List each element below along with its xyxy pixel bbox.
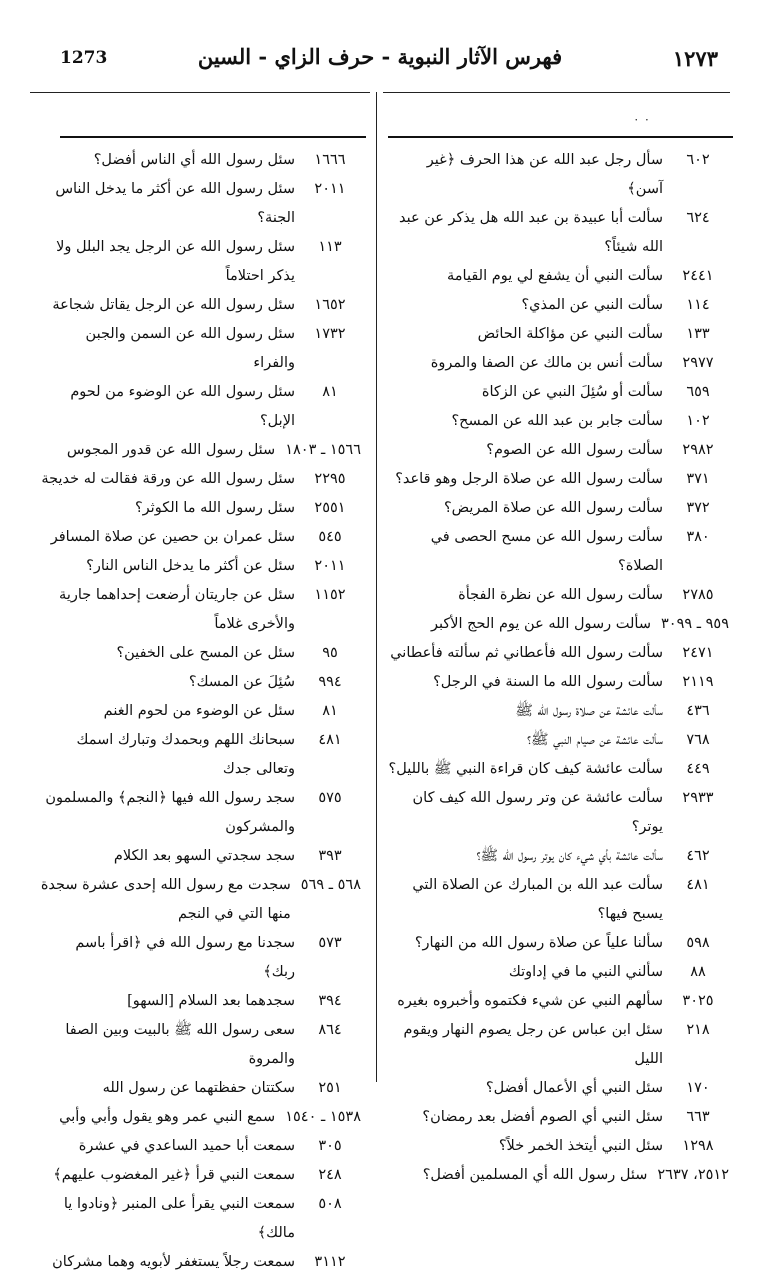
entry-number: ٢٩٣٣ xyxy=(682,790,714,806)
entry-number: ٣٠٢٥ xyxy=(682,993,714,1009)
index-entry xyxy=(388,465,733,494)
entry-text: سئل رسول الله عن ورقة فقالت له خديجة xyxy=(41,471,295,487)
entry-number: ٣١١٢ xyxy=(314,1254,346,1270)
index-entry xyxy=(388,726,733,755)
entry-text: سئل النبي أيتخذ الخمر خلاً؟ xyxy=(498,1138,663,1154)
index-entry xyxy=(388,842,733,871)
entry-text: سئل رسول الله عن الرجل يجد البلل ولا يذكر احتلاماً xyxy=(56,239,295,284)
index-entry xyxy=(40,146,365,175)
entry-number: ١١٣ xyxy=(318,239,342,255)
entry-text: سئل رسول الله أي المسلمين أفضل؟ xyxy=(422,1167,648,1183)
index-entry xyxy=(40,1161,365,1190)
entry-text: سألت رسول الله ما السنة في الرجل؟ xyxy=(433,674,663,690)
index-entry xyxy=(388,755,733,784)
entry-number: ٣٩٣ xyxy=(318,848,342,864)
index-entry xyxy=(40,320,365,378)
entry-text: سمع النبي عمر وهو يقول وأبي وأبي xyxy=(59,1109,276,1125)
entry-text: سكتتان حفظتهما عن رسول الله xyxy=(102,1080,295,1096)
entry-text: سبحانك اللهم وبحمدك وتبارك اسمك وتعالى جدك xyxy=(76,732,295,777)
entry-text: سمعت رجلاً يستغفر لأبويه وهما مشركان xyxy=(52,1254,295,1270)
entry-text: سئل رسول الله عن الوضوء من لحوم الإبل؟ xyxy=(70,384,295,429)
entry-number: ٨١ xyxy=(322,384,338,400)
entry-text: سئل رسول الله عن السمن والجبن والفراء xyxy=(85,326,295,371)
entry-number: ١١٥٢ xyxy=(314,587,346,603)
index-entry xyxy=(388,204,733,262)
column-rule-right xyxy=(388,136,733,138)
index-entry xyxy=(40,1016,365,1074)
entry-text: سئل النبي أي الصوم أفضل بعد رمضان؟ xyxy=(422,1109,663,1125)
index-entry xyxy=(388,291,733,320)
entry-text: سئل رسول الله ما الكوثر؟ xyxy=(134,500,295,516)
index-entry xyxy=(388,639,733,668)
index-entry xyxy=(388,262,733,291)
index-entry xyxy=(388,697,733,726)
index-entry xyxy=(388,987,733,1016)
entry-text: سئل عن الوضوء من لحوم الغنم xyxy=(103,703,295,719)
entry-number: ٢١٨ xyxy=(686,1022,710,1038)
entry-text: سئل رسول الله عن الرجل يقاتل شجاعة xyxy=(52,297,295,313)
index-entry xyxy=(40,378,365,436)
entry-text: سألت عائشة عن صيام النبي ﷺ؟ xyxy=(527,732,663,748)
index-entry xyxy=(388,1103,733,1132)
entry-number: ١٠٢ xyxy=(686,413,710,429)
index-entry xyxy=(388,958,733,987)
header-rule-right xyxy=(383,92,730,93)
entry-text: سألت أو سُئِلَ النبي عن الزكاة xyxy=(481,384,663,400)
entry-text: سمعت النبي يقرأ على المنبر ﴿ونادوا يا مالك﴾ xyxy=(63,1196,295,1241)
entry-number: ٢٥١٢، ٢٦٣٧ xyxy=(657,1167,729,1183)
entry-text: سئل عمران بن حصين عن صلاة المسافر xyxy=(50,529,295,545)
index-entry xyxy=(40,523,365,552)
entry-text: سألت النبي عن المذي؟ xyxy=(521,297,663,313)
page-title: فهرس الآثار النبوية - حرف الزاي - السين xyxy=(197,44,563,69)
entry-number: ٥٧٣ xyxy=(318,935,342,951)
index-entry xyxy=(40,552,365,581)
index-entry xyxy=(40,175,365,233)
index-entry xyxy=(388,929,733,958)
entry-text: سألت النبي أن يشفع لي يوم القيامة xyxy=(447,268,663,284)
index-entry xyxy=(40,842,365,871)
entry-number: ٩٥٩ ـ ٣٠٩٩ xyxy=(661,616,729,632)
column-tick-mark: ˙ ˙ xyxy=(633,118,651,133)
index-entry xyxy=(40,697,365,726)
header-rule-left xyxy=(30,92,370,93)
index-entry xyxy=(388,668,733,697)
entry-number: ٢٢٩٥ xyxy=(314,471,346,487)
entry-text: سألت رسول الله عن صلاة المريض؟ xyxy=(443,500,663,516)
entry-text: سئل رسول الله عن أكثر ما يدخل الناس الجنة؟ xyxy=(55,181,295,226)
entry-number: ١٦٦٦ xyxy=(314,152,346,168)
index-entry xyxy=(40,291,365,320)
entry-number: ١٣٣ xyxy=(686,326,710,342)
entry-text: سألت عائشة عن وتر رسول الله كيف كان يوتر؟ xyxy=(412,790,663,835)
entry-number: ٣٠٥ xyxy=(318,1138,342,1154)
entry-text: سمعت أبا حميد الساعدي في عشرة xyxy=(78,1138,295,1154)
entry-text: سجد سجدتي السهو بعد الكلام xyxy=(113,848,295,864)
entry-number: ١٥٣٨ ـ ١٥٤٠ xyxy=(285,1109,361,1125)
entry-number: ٤٣٦ xyxy=(686,703,710,719)
entry-number: ٢٧٨٥ xyxy=(682,587,714,603)
index-entry xyxy=(40,1190,365,1248)
entry-text: سئل ابن عباس عن رجل يصوم النهار ويقوم الليل xyxy=(403,1022,663,1067)
index-entry xyxy=(40,233,365,291)
index-entry xyxy=(40,1074,365,1103)
entry-text: سألت رسول الله عن الصوم؟ xyxy=(486,442,663,458)
column-divider xyxy=(376,92,377,1082)
index-entry xyxy=(388,871,733,929)
index-entry xyxy=(388,1132,733,1161)
entry-number: ٤٤٩ xyxy=(686,761,710,777)
index-entry xyxy=(388,1074,733,1103)
index-entry xyxy=(40,1103,365,1132)
entry-number: ٢٠١١ xyxy=(314,558,346,574)
entry-number: ١٥٦٦ ـ ١٨٠٣ xyxy=(285,442,361,458)
entry-number: ٦٥٩ xyxy=(686,384,710,400)
index-entry xyxy=(388,320,733,349)
index-entry xyxy=(388,349,733,378)
index-entry xyxy=(40,465,365,494)
entry-text: سمعت النبي قرأ ﴿غير المغضوب عليهم﴾ xyxy=(53,1167,295,1183)
index-entry xyxy=(40,1248,365,1277)
entry-number: ٧٦٨ xyxy=(686,732,710,748)
index-entry xyxy=(40,668,365,697)
entry-number: ٥٩٨ xyxy=(686,935,710,951)
entry-number: ٢١١٩ xyxy=(682,674,714,690)
index-entry xyxy=(40,494,365,523)
index-entry xyxy=(388,436,733,465)
index-entry xyxy=(388,784,733,842)
entry-text: سألت رسول الله عن صلاة الرجل وهو قاعد؟ xyxy=(395,471,663,487)
entry-number: ٣٧٢ xyxy=(686,500,710,516)
entry-number: ١٢٩٨ xyxy=(682,1138,714,1154)
entry-text: سألت رسول الله عن يوم الحج الأكبر xyxy=(430,616,651,632)
entry-text: سألت رسول الله عن مسح الحصى في الصلاة؟ xyxy=(430,529,663,574)
index-entry xyxy=(388,610,733,639)
entry-text: سئل رسول الله أي الناس أفضل؟ xyxy=(93,152,295,168)
entry-text: سجدت مع رسول الله إحدى عشرة سجدة منها التي في النجم xyxy=(40,877,291,922)
entry-number: ٣٨٠ xyxy=(686,529,710,545)
index-entry xyxy=(388,146,733,204)
entry-text: سألت عائشة عن صلاة رسول الله ﷺ xyxy=(515,703,663,719)
entry-number: ٢٩٨٢ xyxy=(682,442,714,458)
page-number-arabic: ١٢٧٣ xyxy=(672,46,718,71)
index-entry xyxy=(388,407,733,436)
entry-text: سُئِلَ عن المسك؟ xyxy=(188,674,295,690)
entry-number: ٥٤٥ xyxy=(318,529,342,545)
index-entry xyxy=(40,1132,365,1161)
index-entry xyxy=(388,523,733,581)
entry-number: ٩٥ xyxy=(322,645,338,661)
entry-number: ٢٤٨ xyxy=(318,1167,342,1183)
entry-text: سئل رسول الله عن قدور المجوس xyxy=(66,442,276,458)
entry-number: ٣٩٤ xyxy=(318,993,342,1009)
entry-text: سئل النبي أي الأعمال أفضل؟ xyxy=(485,1080,663,1096)
entry-number: ١١٤ xyxy=(686,297,710,313)
entry-number: ٢٤٧١ xyxy=(682,645,714,661)
entry-number: ٦٦٣ xyxy=(686,1109,710,1125)
entry-text: سألت عبد الله بن المبارك عن الصلاة التي يسبح فيها؟ xyxy=(412,877,663,922)
entry-text: سألت أنس بن مالك عن الصفا والمروة xyxy=(430,355,663,371)
entry-number: ١٦٥٢ xyxy=(314,297,346,313)
index-entry xyxy=(40,987,365,1016)
entry-number: ١٧٣٢ xyxy=(314,326,346,342)
left-column-index xyxy=(40,146,365,1277)
entry-text: سألنا علياً عن صلاة رسول الله من النهار؟ xyxy=(414,935,663,951)
index-entry xyxy=(40,929,365,987)
entry-number: ٦٠٢ xyxy=(686,152,710,168)
entry-text: سئل عن المسح على الخفين؟ xyxy=(116,645,295,661)
index-entry xyxy=(40,871,365,929)
index-entry xyxy=(388,494,733,523)
entry-number: ٦٢٤ xyxy=(686,210,710,226)
entry-number: ٥٠٨ xyxy=(318,1196,342,1212)
entry-number: ٤٨١ xyxy=(686,877,710,893)
entry-number: ٤٦٢ xyxy=(686,848,710,864)
entry-number: ٢٤٤١ xyxy=(682,268,714,284)
right-column-index xyxy=(388,146,733,1190)
entry-text: سجد رسول الله فيها ﴿النجم﴾ والمسلمون والمشركون xyxy=(45,790,295,835)
index-entry xyxy=(388,378,733,407)
entry-text: سئل عن جاريتان أرضعت إحداهما جارية والأخرى غلاماً xyxy=(59,587,295,632)
entry-number: ٥٦٨ ـ ٥٦٩ xyxy=(300,877,361,893)
entry-number: ١٧٠ xyxy=(686,1080,710,1096)
entry-number: ٩٩٤ xyxy=(318,674,342,690)
index-entry xyxy=(40,436,365,465)
entry-text: سألت رسول الله عن نظرة الفجأة xyxy=(458,587,663,603)
entry-number: ٨١ xyxy=(322,703,338,719)
index-entry xyxy=(40,639,365,668)
entry-number: ٢٠١١ xyxy=(314,181,346,197)
index-entry xyxy=(40,726,365,784)
entry-text: سألني النبي ما في إداوتك xyxy=(508,964,663,980)
page-header xyxy=(30,40,730,90)
entry-text: سألت عائشة كيف كان قراءة النبي ﷺ بالليل؟ xyxy=(388,761,663,777)
index-entry xyxy=(388,581,733,610)
page-number-latin: 1273 xyxy=(60,48,108,68)
entry-text: سألت عائشة بأي شيء كان يوتر رسول الله ﷺ؟ xyxy=(476,848,663,864)
entry-number: ٤٨١ xyxy=(318,732,342,748)
entry-text: سألهم النبي عن شيء فكتموه وأخبروه بغيره xyxy=(397,993,663,1009)
entry-number: ٢٥٥١ xyxy=(314,500,346,516)
index-entry xyxy=(388,1161,733,1190)
entry-number: ٣٧١ xyxy=(686,471,710,487)
index-entry xyxy=(40,784,365,842)
entry-number: ٨٨ xyxy=(690,964,706,980)
entry-text: سئل عن أكثر ما يدخل الناس النار؟ xyxy=(86,558,295,574)
entry-text: سألت النبي عن مؤاكلة الحائض xyxy=(477,326,663,342)
entry-text: سألت رسول الله فأعطاني ثم سألته فأعطاني xyxy=(390,645,663,661)
entry-number: ٢٥١ xyxy=(318,1080,342,1096)
entry-text: سجدنا مع رسول الله في ﴿اقرأ باسم ربك﴾ xyxy=(75,935,295,980)
entry-text: سأل رجل عبد الله عن هذا الحرف ﴿غير آسن﴾ xyxy=(426,152,663,197)
entry-text: سجدهما بعد السلام [السهو] xyxy=(127,993,295,1009)
entry-text: سألت جابر بن عبد الله عن المسح؟ xyxy=(451,413,663,429)
entry-text: سألت أبا عبيدة بن عبد الله هل يذكر عن عبد الله شيئاً؟ xyxy=(398,210,663,255)
index-entry xyxy=(40,581,365,639)
entry-text: سعى رسول الله ﷺ بالبيت وبين الصفا والمروة xyxy=(65,1022,295,1067)
entry-number: ٢٩٧٧ xyxy=(682,355,714,371)
entry-number: ٨٦٤ xyxy=(318,1022,342,1038)
index-entry xyxy=(388,1016,733,1074)
column-rule-left xyxy=(60,136,366,138)
entry-number: ٥٧٥ xyxy=(318,790,342,806)
